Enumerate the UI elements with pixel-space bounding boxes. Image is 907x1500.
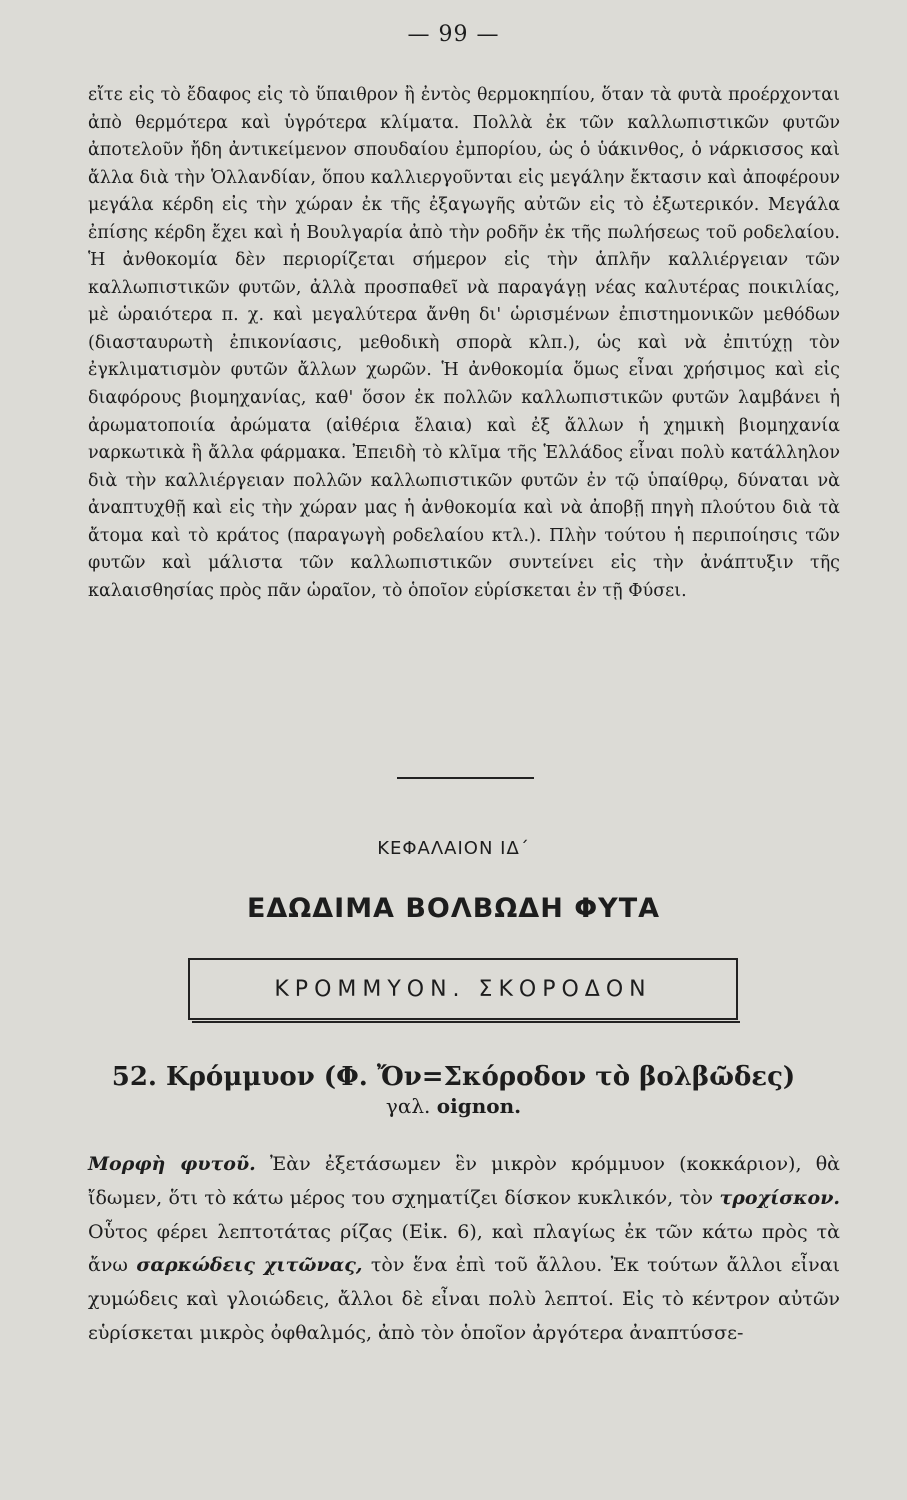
- entry-heading: 52. Κρόμμυον (Φ. Ὄν=Σκόροδον τὸ βολβῶδες): [111, 1062, 796, 1092]
- body-paragraph-2: [88, 1148, 840, 1351]
- chapter-label: ΚΕΦΑΛΑΙΟΝ ΙΔ΄: [377, 838, 530, 859]
- page-number: — 99 —: [407, 22, 500, 47]
- subheading-word: oignon.: [436, 1094, 522, 1118]
- paragraph-text-3: τὸν ἕνα ἐπὶ τοῦ ἄλλου. Ἐκ τούτων ἄλλοι εἶναι χυμώδεις καὶ γλοιώδεις, ἄλλοι δὲ εἶναι πολὺ λεπτοί. Εἰς τὸ κέντρον αὐτῶν εὑρίσκεται μικρὸς ὀφθαλμός, ἀπὸ τὸν ὁποῖον ἀργότερα ἀναπτύσσε-: [88, 1254, 840, 1344]
- chapter-title: ΕΔΩΔΙΜΑ ΒΟΛΒΩΔΗ ΦΥΤΑ: [246, 893, 661, 924]
- entry-subheading: [0, 1094, 907, 1118]
- term-sarkodeis-chitones: σαρκώδεις χιτῶνας,: [136, 1254, 363, 1277]
- paragraph-text-1: Ἐὰν ἐξετάσωμεν ἓν μικρὸν κρόμμυον (κοκκάριον), θὰ ἴδωμεν, ὅτι τὸ κάτω μέρος του σχηματίζει δίσκον κυκλικόν, τὸν: [88, 1153, 841, 1209]
- paragraph-lead: Μορφὴ φυτοῦ.: [88, 1153, 256, 1175]
- section-divider: [397, 777, 534, 779]
- subheading-prefix: γαλ.: [385, 1094, 431, 1118]
- paragraph-text-2: Οὗτος φέρει λεπτοτάτας ρίζας (Εἰκ. 6), καὶ πλαγίως ἐκ τῶν κάτω πρὸς τὰ ἄνω: [88, 1220, 840, 1277]
- body-paragraph-1: εἴτε εἰς τὸ ἔδαφος εἰς τὸ ὕπαιθρον ἢ ἐντὸς θερμοκηπίου, ὅταν τὰ φυτὰ προέρχονται ἀπὸ θερμότερα καὶ ὑγρότερα κλίματα. Πολλὰ ἐκ τῶν καλλωπιστικῶν φυτῶν ἀποτελοῦν ἤδη ἀντικείμενον σπουδαίου ἐμπορίου, ὡς ὁ ὑάκινθος, ὁ νάρκισσος καὶ ἄλλα διὰ τὴν Ὁλλανδίαν, ὅπου καλλιεργοῦνται εἰς μεγάλην ἔκτασιν καὶ ἀποφέρουν μεγάλα κέρδη εἰς τὴν χώραν ἐκ τῆς ἐξαγωγῆς αὐτῶν εἰς τὸ ἐξωτερικόν. Μεγάλα ἐπίσης κέρδη ἔχει καὶ ἡ Βουλγαρία ἀπὸ τὴν ροδῆν ἐκ τῆς πωλήσεως τοῦ ροδελαίου. Ἡ ἀνθοκομία δὲν περιορίζεται σήμερον εἰς τὴν ἁπλῆν καλλιέργειαν τῶν καλλωπιστικῶν φυτῶν, ἀλλὰ προσπαθεῖ νὰ παραγάγῃ νέας καλυτέρας ποικιλίας, μὲ ὡραιότερα π. χ. καὶ μεγαλύτερα ἄνθη δι' ὡρισμένων ἐπιστημονικῶν μεθόδων (διασταυρωτὴ ἐπικονίασις, μεθοδικὴ σπορὰ κλπ.), ὡς καὶ νὰ ἐπιτύχῃ τὸν ἐγκλιματισμὸν φυτῶν ἄλλων χωρῶν. Ἡ ἀνθοκομία ὅμως εἶναι χρήσιμος καὶ εἰς διαφόρους βιομηχανίας, καθ' ὅσον ἐκ πολλῶν καλλωπιστικῶν φυτῶν λαμβάνει ἡ ἀρωματοποιία ἀρώματα (αἰθέρια ἔλαια) καὶ ἐξ ἄλλων ἡ χημικὴ βιομηχανία ναρκωτικὰ ἢ ἄλλα φάρμακα. Ἐπειδὴ τὸ κλῖμα τῆς Ἑλλάδος εἶναι πολὺ κατάλληλον διὰ τὴν καλλιέργειαν πολλῶν καλλωπιστικῶν φυτῶν ἐν τῷ ὑπαίθρῳ, δύναται νὰ ἀναπτυχθῇ καὶ εἰς τὴν χώραν μας ἡ ἀνθοκομία καὶ νὰ ἀποβῇ πηγὴ πλούτου διὰ τὰ ἄτομα καὶ τὸ κράτος (παραγωγὴ ροδελαίου κτλ.). Πλὴν τούτου ἡ περιποίησις τῶν φυτῶν καὶ μάλιστα τῶν καλλωπιστικῶν συντείνει εἰς τὴν ἀνάπτυξιν τῆς καλαισθησίας πρὸς πᾶν ὡραῖον, τὸ ὁποῖον εὑρίσκεται ἐν τῇ Φύσει.: [88, 85, 840, 601]
- term-trochiskos: τροχίσκον.: [719, 1186, 840, 1209]
- section-title-box: [188, 958, 738, 1020]
- section-title: ΚΡΟΜΜΥΟΝ. ΣΚΟΡΟΔΟΝ: [274, 976, 652, 1002]
